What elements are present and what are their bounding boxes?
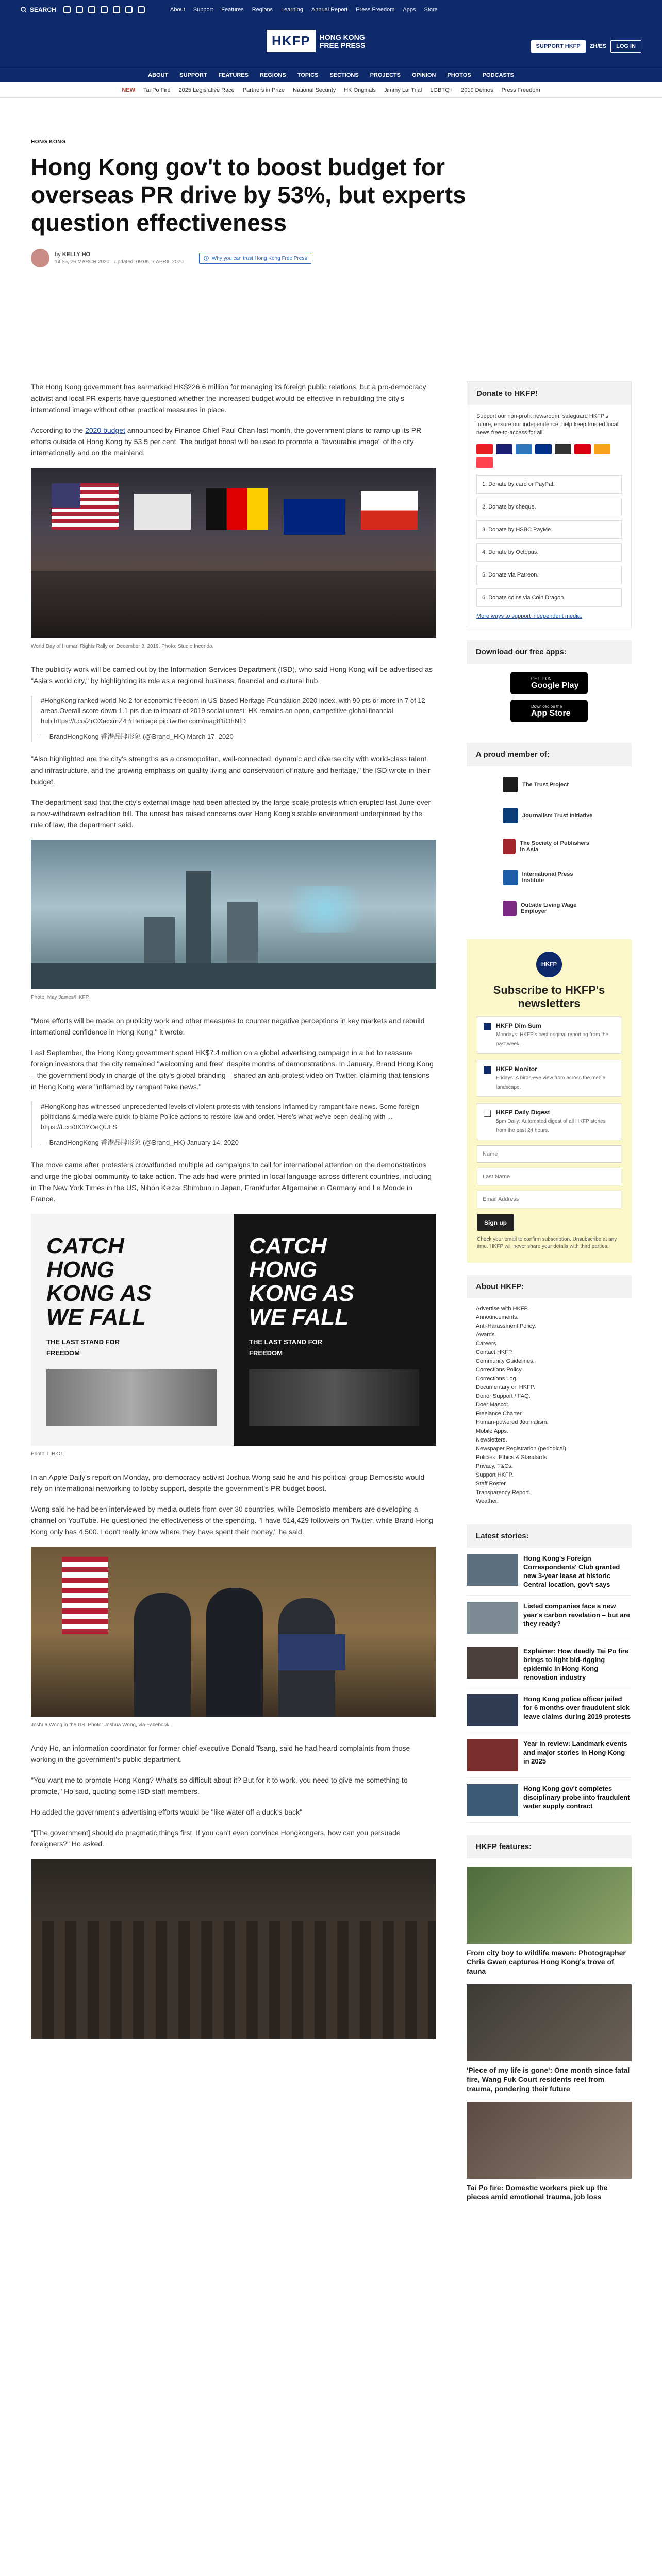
paragraph: Andy Ho, an information coordinator for former chief executive Donald Tsang, said he had heard complaints from those working in the government's public department.	[31, 1744, 410, 1764]
about-link[interactable]: Newspaper Registration (periodical).	[476, 1446, 568, 1452]
paragraph: The department said that the city's external image had been affected by the large-scale protests which erupted last June over a now-withdrawn extradition bill. The unrest has raised concerns over Hong Kong's stable environment underpinned by the rule of law, the department said.	[31, 798, 431, 829]
list-item[interactable]: Listed companies face a new year's carbon revelation – but are they ready?	[467, 1596, 632, 1640]
feature-image	[467, 1867, 632, 1944]
trending-item[interactable]: Partners in Prize	[242, 87, 285, 93]
nav-sections[interactable]: SECTIONS	[329, 72, 359, 78]
trending-item[interactable]: 2019 Demos	[461, 87, 493, 93]
nav-opinion[interactable]: OPINION	[411, 72, 436, 78]
new-badge: NEW	[122, 87, 135, 93]
payment-icons	[476, 444, 622, 468]
nav-projects[interactable]: PROJECTS	[370, 72, 401, 78]
about-link[interactable]: Corrections Policy.	[476, 1367, 523, 1373]
threads-icon[interactable]	[101, 6, 108, 13]
about-link[interactable]: Weather.	[476, 1498, 499, 1504]
first-name-field[interactable]	[477, 1145, 621, 1163]
brand-bar	[0, 21, 662, 67]
story-thumbnail	[467, 1784, 518, 1816]
article-body	[31, 381, 436, 2039]
about-link[interactable]: Support HKFP.	[476, 1472, 514, 1478]
trending-item[interactable]: LGBTQ+	[430, 87, 453, 93]
crowd-photo	[31, 1859, 436, 2039]
poster-subtitle: THE LAST STAND FOR FREEDOM	[249, 1338, 323, 1357]
updated-date: Updated: 09:06, 7 APRIL 2020	[113, 259, 184, 265]
photo-caption: Photo: May James/HKFP.	[31, 995, 90, 1001]
paragraph: "[The government] should do pragmatic things first. If you can't even convince Hongkongers, how can you persuade foreigners?" Ho asked.	[31, 1828, 401, 1848]
about-link[interactable]: Policies, Ethics & Standards.	[476, 1454, 549, 1461]
facebook-icon[interactable]	[76, 6, 83, 13]
about-link[interactable]: Mobile Apps.	[476, 1428, 508, 1434]
list-item[interactable]: Hong Kong's Foreign Correspondents' Club granted new 3-year lease at historic Central location, gov't says	[467, 1548, 632, 1596]
ad-poster-right	[234, 1214, 436, 1446]
more-ways-link[interactable]: More ways to support independent media.	[476, 613, 582, 619]
about-link[interactable]: Advertise with HKFP.	[476, 1306, 529, 1312]
feature-item[interactable]: Tai Po fire: Domestic workers pick up the pieces amid emotional trauma, job loss	[467, 2102, 632, 2201]
email-field[interactable]	[477, 1191, 621, 1208]
nav-features[interactable]: FEATURES	[218, 72, 249, 78]
toplink-annual-report[interactable]: Annual Report	[311, 7, 348, 13]
toplink-store[interactable]: Store	[424, 7, 438, 13]
brand-actions	[531, 40, 641, 53]
paragraph: Wong said he had been interviewed by media outlets from over 30 countries, while Demosisto members are developing a channel on YouTube. He questioned the effectiveness of the spending. "I have 514,429 followers on Twitter, while Brand Hong Kong only has 4,500. I don't really know where they have spent their money," he said.	[31, 1505, 433, 1536]
paragraph: "More efforts will be made on publicity work and other measures to counter negative perceptions in key markets and rebuild international confidence in Hong Kong," it wrote.	[31, 1016, 425, 1036]
x-icon[interactable]	[63, 6, 71, 13]
paragraph: The publicity work will be carried out by the Information Services Department (ISD), who said Hong Kong will be advertised as "Asia's world city," by highlighting its role as a regional business, financial and cultural hub.	[31, 665, 433, 685]
author-avatar	[31, 249, 49, 267]
member-sopa[interactable]: The Society of Publishers in Asia	[503, 836, 595, 857]
budget-link[interactable]: 2020 budget	[85, 426, 125, 434]
trending-item[interactable]: 2025 Legislative Race	[178, 87, 235, 93]
latest-list	[467, 1548, 632, 1823]
toplink-learning[interactable]: Learning	[281, 7, 303, 13]
about-link[interactable]: Anti-Harassment Policy.	[476, 1323, 536, 1329]
support-hkfp-button[interactable]: SUPPORT HKFP	[531, 40, 586, 53]
donate-option[interactable]: 3. Donate by HSBC PayMe.	[476, 520, 622, 539]
member-ipi[interactable]: International Press Institute	[503, 867, 595, 888]
site-logo[interactable]	[267, 30, 365, 52]
top-links	[170, 7, 438, 13]
section-label[interactable]: HONG KONG	[31, 139, 66, 145]
about-link[interactable]: Documentary on HKFP.	[476, 1384, 535, 1391]
payme-icon	[574, 444, 591, 454]
nav-topics[interactable]: TOPICS	[297, 72, 319, 78]
toplink-features[interactable]: Features	[221, 7, 244, 13]
photo-caption: World Day of Human Rights Rally on December 8, 2019. Photo: Studio Incendo.	[31, 643, 214, 649]
about-link[interactable]: Human-powered Journalism.	[476, 1419, 549, 1426]
paragraph: "You want me to promote Hong Kong? What's so difficult about it? But for it to work, you need to give me something to promote," Ho said, quoting some ISD staff members.	[31, 1776, 408, 1795]
newsletter-option[interactable]: HKFP Daily Digest 5pm Daily: Automated digest of all HKFP stories from the past 24 hours.	[477, 1103, 621, 1140]
latest-title: Latest stories:	[467, 1524, 632, 1548]
member-title: A proud member of:	[467, 743, 632, 766]
toplink-apps[interactable]: Apps	[403, 7, 416, 13]
language-switch[interactable]: ZH/ES	[589, 43, 607, 49]
search-button[interactable]: SEARCH	[21, 6, 56, 13]
byline: by KELLY HO 14:55, 26 MARCH 2020 Updated: 09:06, 7 APRIL 2020 Why you can trust Hong Kong Free Press	[31, 249, 474, 267]
telegram-icon[interactable]	[138, 6, 145, 13]
checkbox[interactable]	[484, 1023, 491, 1030]
trending-item[interactable]: Tai Po Fire	[143, 87, 171, 93]
list-item[interactable]: Hong Kong gov't completes disciplinary probe into fraudulent water supply contract	[467, 1778, 632, 1823]
about-link[interactable]: Announcements.	[476, 1314, 519, 1320]
last-name-field[interactable]	[477, 1168, 621, 1185]
about-list	[467, 1298, 632, 1512]
donate-option[interactable]: 5. Donate via Patreon.	[476, 566, 622, 584]
poster-subtitle: THE LAST STAND FOR FREEDOM	[46, 1338, 120, 1357]
newsletter-option[interactable]: HKFP Dim Sum Mondays: HKFP's best original reporting from the past week.	[477, 1016, 621, 1054]
about-link[interactable]: Newsletters.	[476, 1437, 507, 1443]
donate-box	[467, 381, 632, 628]
published-date: 14:55, 26 MARCH 2020	[55, 259, 110, 265]
mastercard-icon	[476, 444, 493, 454]
signup-button[interactable]: Sign up	[477, 1214, 514, 1231]
paragraph: The Hong Kong government has earmarked HK$226.6 million for managing its foreign public relations, but a pro-democracy activist and local PR experts have questioned whether the increased budget would be effective in rebuilding the city's international image without other practical measures in place.	[31, 383, 426, 414]
feature-image	[467, 1984, 632, 2061]
logo-mark: HKFP	[267, 30, 316, 52]
about-link[interactable]: Community Guidelines.	[476, 1358, 535, 1364]
story-thumbnail	[467, 1647, 518, 1679]
story-thumbnail	[467, 1602, 518, 1634]
about-link[interactable]: Careers.	[476, 1341, 498, 1347]
newspaper-ad-photo	[31, 1214, 436, 1446]
newsletter-option[interactable]: HKFP Monitor Fridays: A birds-eye view from across the media landscape.	[477, 1060, 621, 1097]
tweet-source[interactable]: — BrandHongKong 香港品牌形象 (@Brand_HK) January 14, 2020	[41, 1139, 239, 1146]
paragraph: Ho added the government's advertising efforts would be "like water off a duck's back"	[31, 1808, 303, 1816]
paragraph: "Also highlighted are the city's strengths as a cosmopolitan, well-connected, dynamic and diverse city with world-class talent and infrastructure, and the growing emphasis on quality living and conservation of nature and heritage," the ISD wrote in their budget.	[31, 755, 431, 786]
applepay-icon	[555, 444, 571, 454]
about-link[interactable]: Contact HKFP.	[476, 1349, 513, 1355]
donate-option[interactable]: 2. Donate by cheque.	[476, 498, 622, 516]
youtube-icon[interactable]	[113, 6, 120, 13]
donate-title: Donate to HKFP!	[467, 382, 631, 405]
nav-podcasts[interactable]: PODCASTS	[482, 72, 514, 78]
photo-caption: Photo: LIHKG.	[31, 1451, 64, 1457]
story-thumbnail	[467, 1694, 518, 1726]
sidebar	[467, 381, 632, 2201]
trust-link[interactable]: Why you can trust Hong Kong Free Press	[199, 253, 312, 264]
trending-bar	[0, 82, 662, 98]
skyline-photo	[31, 840, 436, 989]
newsletter-note: Check your email to confirm subscription. Unsubscribe at any time. HKFP will never share your details with third parties.	[477, 1236, 617, 1249]
feature-image	[467, 2102, 632, 2179]
about-link[interactable]: Freelance Charter.	[476, 1411, 523, 1417]
linkedin-icon[interactable]	[125, 6, 133, 13]
tweet-text: #HongKong ranked world No 2 for economic freedom in US-based Heritage Foundation 2020 index, with 90 pts or more in 7 of 12 areas.Overall score down 1.1 pts due to impact of 2019 social unrest. HK remains an open, competitive global financial hub.https://t.co/ZrOXacxmZ4 #Heritage pic.twitter.com/mag81iOhNfD	[41, 697, 425, 725]
photo-caption: Joshua Wong in the US. Photo: Joshua Wong, via Facebook.	[31, 1722, 171, 1728]
list-item[interactable]: Hong Kong police officer jailed for 6 months over fraudulent sick leave claims during 2019 protests	[467, 1688, 632, 1733]
about-link[interactable]: Corrections Log.	[476, 1376, 518, 1382]
nav-regions[interactable]: REGIONS	[259, 72, 286, 78]
trending-item[interactable]: Jimmy Lai Trial	[384, 87, 422, 93]
article-headline: Hong Kong gov't to boost budget for overseas PR drive by 53%, but experts question effectiveness	[31, 154, 466, 236]
donate-option[interactable]: 6. Donate coins via Coin Dragon.	[476, 588, 622, 607]
google-play-button[interactable]: GET IT ON Google Play	[510, 672, 588, 694]
paragraph: According to the 2020 budget announced by Finance Chief Paul Chan last month, the government plans to ramp up its PR efforts outside of Hong Kong by 53.5 per cent. The budget boost will be used to promote a "favourable image" of the city internationally and on the mainland.	[31, 426, 422, 457]
author-name[interactable]: KELLY HO	[62, 251, 91, 258]
poster-title: CATCH HONG KONG AS WE FALL	[46, 1233, 152, 1330]
checkbox[interactable]	[484, 1110, 491, 1117]
poster-title: CATCH HONG KONG AS WE FALL	[249, 1233, 354, 1330]
toplink-regions[interactable]: Regions	[252, 7, 273, 13]
logo-name: HONG KONG FREE PRESS	[319, 32, 366, 49]
feature-item[interactable]: 'Piece of my life is gone': One month since fatal fire, Wang Fuk Court residents reel from trauma, pondering their future	[467, 1984, 632, 2093]
story-thumbnail	[467, 1739, 518, 1771]
features-title: HKFP features:	[467, 1835, 632, 1858]
about-link[interactable]: Transparency Report.	[476, 1489, 531, 1496]
octopus-icon	[594, 444, 610, 454]
donate-option[interactable]: 4. Donate by Octopus.	[476, 543, 622, 562]
trending-item[interactable]: Press Freedom	[501, 87, 540, 93]
paragraph: The move came after protesters crowdfunded multiple ad campaigns to call for international attention on the demonstrations and urge the global community to take action. The ads had were printed in local language across different countries, including in The New York Times in the US, Nihon Keizai Shimbun in Japan, Frankfurter Allgemeine in Germany and Le Monde in France.	[31, 1161, 432, 1203]
patreon-icon	[476, 457, 493, 468]
trending-item[interactable]: National Security	[293, 87, 336, 93]
newsletter-title: Subscribe to HKFP's newsletters	[493, 984, 605, 1010]
search-icon	[21, 7, 27, 13]
apps-title: Download our free apps:	[467, 640, 632, 664]
about-title: About HKFP:	[467, 1275, 632, 1298]
member-living-wage[interactable]: Outside Living Wage Employer	[503, 898, 595, 919]
social-icons	[63, 6, 145, 13]
joshua-wong-photo	[31, 1547, 436, 1717]
toplink-about[interactable]: About	[170, 7, 185, 13]
about-link[interactable]: Donor Support / FAQ.	[476, 1393, 531, 1399]
tweet-text: #HongKong has witnessed unprecedented levels of violent protests with tensions inflamed by rampant fake news. Some foreign politicians & media were quick to blame Police actions to restore law and order. Here's what we've been dealing with ... https://t.co/0X3YOeQULS	[41, 1103, 420, 1131]
toplink-press-freedom[interactable]: Press Freedom	[356, 7, 395, 13]
ad-poster-left	[31, 1214, 234, 1446]
nav-about[interactable]: ABOUT	[148, 72, 169, 78]
paragraph: In an Apple Daily's report on Monday, pro-democracy activist Joshua Wong said he and his political group Demosisto would rely on international networking to lobby support, despite the government's PR budget boost.	[31, 1473, 425, 1493]
checkbox[interactable]	[484, 1066, 491, 1074]
member-jti[interactable]: Journalism Trust Initiative	[503, 805, 595, 826]
nav-support[interactable]: SUPPORT	[179, 72, 207, 78]
article-header	[31, 139, 474, 267]
instagram-icon[interactable]	[88, 6, 95, 13]
list-item[interactable]: Year in review: Landmark events and major stories in Hong Kong in 2025	[467, 1733, 632, 1778]
feature-item[interactable]: From city boy to wildlife maven: Photographer Chris Gwen captures Hong Kong's trove of fauna	[467, 1867, 632, 1976]
trending-item[interactable]: HK Originals	[344, 87, 376, 93]
top-utility-bar	[0, 0, 662, 21]
list-item[interactable]: Explainer: How deadly Tai Po fire brings to light bid-rigging epidemic in Hong Kong renovation industry	[467, 1640, 632, 1688]
embedded-tweet	[31, 1101, 436, 1148]
paragraph: Last September, the Hong Kong government spent HK$7.4 million on a global advertising campaign in a bid to reassure foreign investors that the city remained "welcoming and free" despite months of demonstrations. In January, Brand Hong Kong – the government body in charge of the city's global branding – shared an anti-protest video on Twitter, claiming that tensions in Hong Kong were "inflamed by rampant fake news."	[31, 1048, 434, 1091]
donate-option[interactable]: 1. Donate by card or PayPal.	[476, 475, 622, 494]
story-thumbnail	[467, 1554, 518, 1586]
protest-photo	[31, 468, 436, 638]
about-link[interactable]: Doer Mascot.	[476, 1402, 510, 1408]
nav-photos[interactable]: PHOTOS	[447, 72, 471, 78]
info-icon	[204, 256, 209, 261]
donate-intro: Support our non-profit newsroom: safeguard HKFP's future, ensure our independence, help keep trusted local news free-to-access for all.	[476, 413, 619, 436]
toplink-support[interactable]: Support	[193, 7, 213, 13]
main-nav	[0, 67, 662, 82]
member-trust-project[interactable]: The Trust Project	[503, 774, 595, 795]
visa-icon	[496, 444, 512, 454]
embedded-tweet	[31, 696, 436, 742]
about-link[interactable]: Staff Roster.	[476, 1481, 507, 1487]
login-button[interactable]: LOG IN	[610, 40, 641, 53]
about-link[interactable]: Privacy, T&Cs.	[476, 1463, 513, 1469]
tweet-source[interactable]: — BrandHongKong 香港品牌形象 (@Brand_HK) March 17, 2020	[41, 733, 234, 740]
amex-icon	[516, 444, 532, 454]
newsletter-box	[467, 939, 632, 1263]
about-link[interactable]: Awards.	[476, 1332, 496, 1338]
paypal-icon	[535, 444, 552, 454]
app-store-button[interactable]: Download on the App Store	[510, 700, 588, 722]
newsletter-logo: HKFP	[536, 952, 562, 977]
